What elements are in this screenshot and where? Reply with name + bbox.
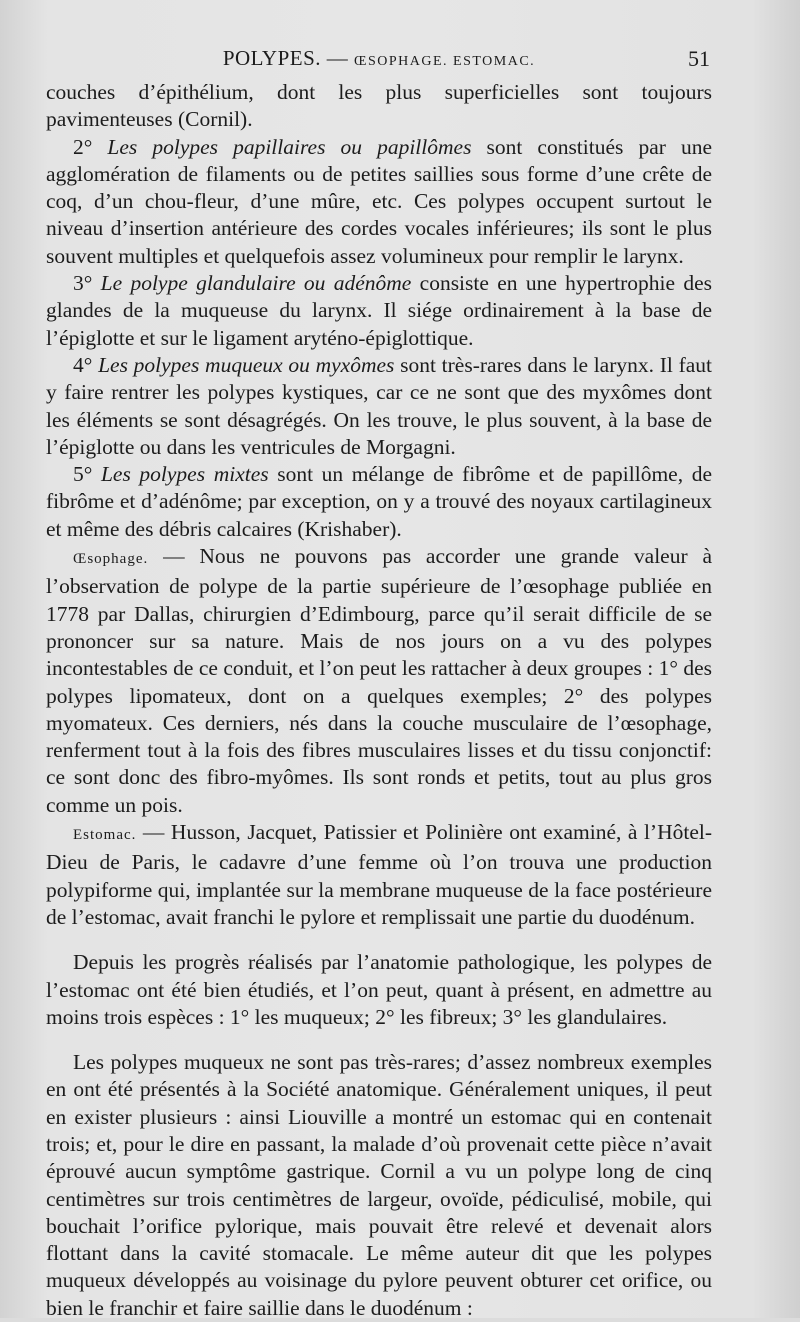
paragraph-lead: 2° <box>73 134 108 159</box>
paragraph-lead: 5° <box>73 462 101 487</box>
running-title <box>48 46 710 71</box>
paragraph-oesophage <box>46 543 712 819</box>
page-number: 51 <box>688 46 710 71</box>
paragraph-text: consiste en une hypertrophie des glandes de la muqueuse du larynx. Il siége ordinairement à la base de l’épiglotte et sur le ligament aryténo-épiglottique. <box>46 271 712 350</box>
paragraph-polypes-muqueux <box>46 1049 712 1322</box>
paragraph-text: — Nous ne pouvons pas accorder une grande valeur à l’observation de polype de la partie supérieure de l’œsophage publiée en 1778 par Dallas, chirurgien d’Edimbourg, parce qu’il serait difficile de se prononcer sur sa nature. Mais de nos jours on a vu des polypes incontestables de ce conduit, et l’on peut les rattacher à deux groupes : 1° des polypes lipomateux, dont on a quelques exemples; 2° des polypes myomateux. Ces derniers, nés dans la couche musculaire de l’œsophage, renferment tout à la fois des fibres musculaires lisses et du tissu conjonctif: ce sont donc des fibro-myômes. Ils sont ronds et petits, tout au plus gros comme un pois. <box>46 544 712 817</box>
paragraph-text: — Husson, Jacquet, Patissier et Polinière ont examiné, à l’Hôtel-Dieu de Paris, le cadavre d’une femme où l’on trouva une production polypiforme qui, implantée sur la membrane muqueuse de la face postérieure de l’estomac, avait franchi le pylore et remplissait une partie du duodénum. <box>46 820 712 929</box>
paragraph-mixtes <box>46 461 712 543</box>
body-text <box>46 79 712 1322</box>
paragraph-estomac <box>46 819 712 931</box>
paragraph-text: sont un mélange de fibrôme et de papillôme, de fibrôme et d’adénôme; par exception, on y a trouvé des noyaux cartilagineux et même des débris calcaires (Krishaber). <box>46 462 712 541</box>
paragraph-text: sont très-rares dans le larynx. Il faut y faire rentrer les polypes kystiques, car ce ne sont que des myxômes dont les éléments se sont désagrégés. On les trouve, le plus souvent, à la base de l’épiglotte ou dans les ventricules de Morgagni. <box>46 352 712 459</box>
paragraph-emphasis: Les polypes papillaires ou papillômes <box>107 134 472 159</box>
paragraph-text: Depuis les progrès réalisés par l’anatomie pathologique, les polypes de l’estomac ont été bien étudiés, et l’on peut, quant à présent, en admettre au moins trois espèces : 1° les muqueux; 2° les fibreux; 3° les glandulaires. <box>46 950 712 1029</box>
paragraph-continuation <box>46 79 712 134</box>
paragraph-text: sont constitués par une agglomération de filaments ou de petites saillies sous forme d’une crête de coq, d’un chou-fleur, d’une mûre, etc. Ces polypes occupent surtout le niveau d’insertion antérieure des cordes vocales inférieures; ils sont le plus souvent multiples et quelquefois assez volumineux pour remplir le larynx. <box>46 134 712 268</box>
paragraph-text: couches d’épithélium, dont les plus superficielles sont toujours pavimenteuses (Cornil). <box>46 80 712 132</box>
section-heading-estomac: Estomac. <box>73 827 137 844</box>
running-title-main: POLYPES. — <box>222 46 349 70</box>
paragraph-papillomes <box>46 134 712 270</box>
running-header <box>48 46 710 74</box>
running-title-sub: ŒSOPHAGE. ESTOMAC. <box>354 54 536 69</box>
paragraph-emphasis: Les polypes mixtes <box>100 462 269 487</box>
paragraph-adenome <box>46 270 712 352</box>
paragraph-emphasis: Les polypes muqueux ou myxômes <box>98 352 395 377</box>
paragraph-lead: 4° <box>73 352 99 377</box>
paragraph-emphasis: Le polype glandulaire ou adénôme <box>100 271 412 296</box>
paragraph-text: Les polypes muqueux ne sont pas très-rares; d’assez nombreux exemples en ont été présentés à la Société anatomique. Généralement uniques, il peut en exister plusieurs : ainsi Liouville a montré un estomac qui en contenait trois; et, pour le dire en passant, la malade d’où provenait cette pièce n’avait éprouvé aucun symptôme gastrique. Cornil a vu un polype long de cinq centimètres sur trois centimètres de largeur, ovoïde, pédiculisé, mobile, qui bouchait l’orifice pylorique, mais pouvait être relevé et devenait alors flottant dans la cavité stomacale. Le même auteur dit que les polypes muqueux développés au voisinage du pylore peuvent obturer cet orifice, ou bien le franchir et faire saillie dans le duodénum : <box>46 1050 712 1320</box>
section-heading-oesophage: Œsophage. <box>73 551 149 568</box>
paragraph-myxomes <box>46 352 712 461</box>
paragraph-progres <box>46 949 712 1031</box>
paragraph-lead: 3° <box>73 271 101 296</box>
